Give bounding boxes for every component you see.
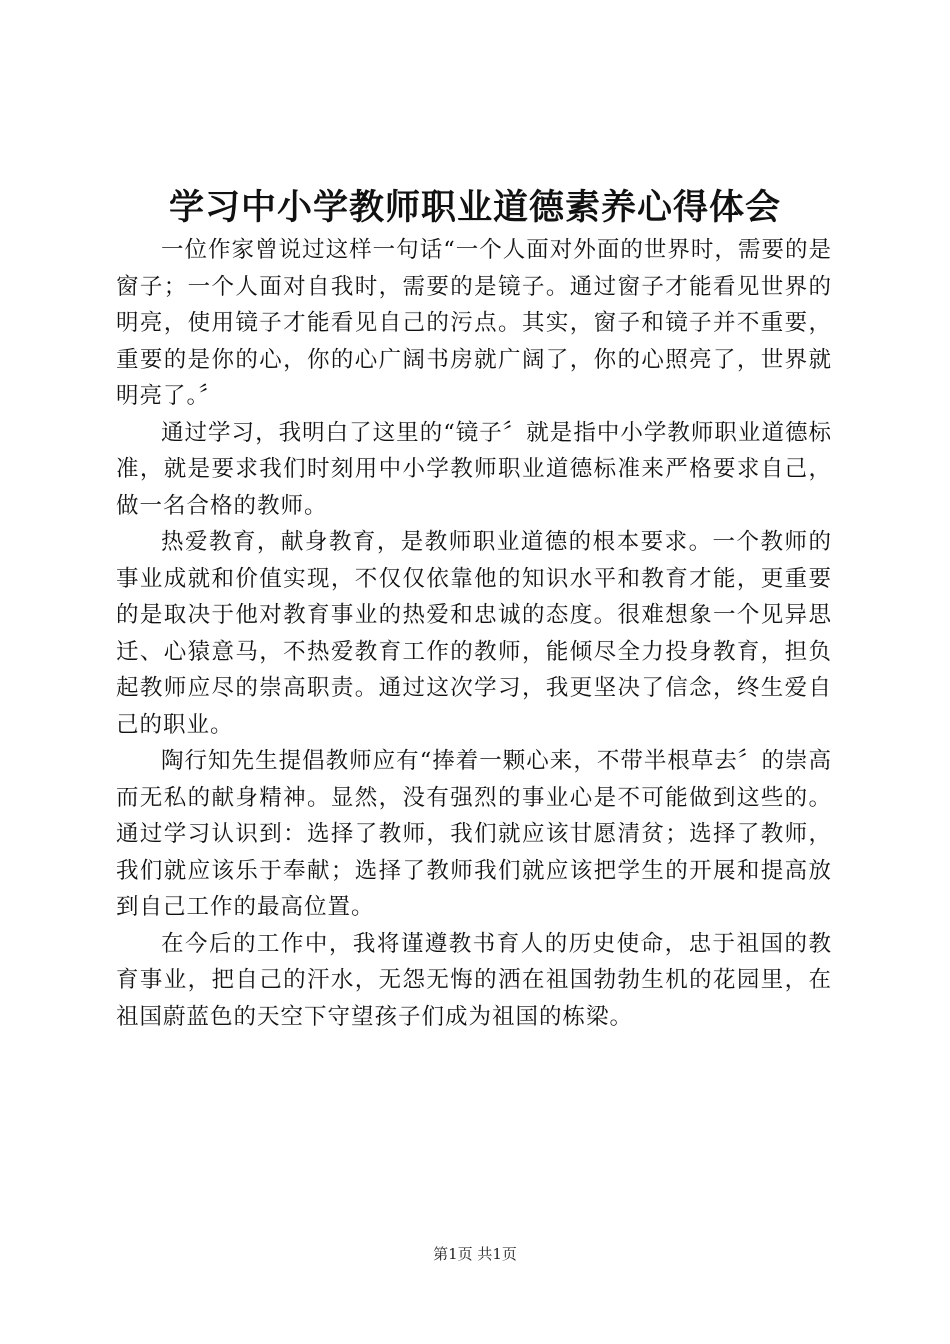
paragraph-3: 热爱教育，献身教育，是教师职业道德的根本要求。一个教师的事业成就和价值实现，不仅仅依靠他的知识水平和教育才能，更重要的是取决于他对教育事业的热爱和忠诚的态度。很难想象一个见异思迁、心猿意马，不热爱教育工作的教师，能倾尽全力投身教育，担负起教师应尽的崇高职责。通过这次学习，我更坚决了信念，终生爱自己的职业。 (116, 529, 832, 738)
document-title: 学习中小学教师职业道德素养心得体会 (168, 188, 781, 228)
paragraph-5: 在今后的工作中，我将谨遵教书育人的历史使命，忠于祖国的教育事业，把自己的汗水，无怨无悔的洒在祖国勃勃生机的花园里，在祖国蔚蓝色的天空下守望孩子们成为祖国的栋梁。 (116, 930, 832, 1030)
page-footer: 第1页 共1页 (433, 1245, 517, 1263)
paragraph-2: 通过学习，我明白了这里的“镜子〞就是指中小学教师职业道德标准，就是要求我们时刻用中小学教师职业道德标准来严格要求自己，做一名合格的教师。 (116, 419, 832, 519)
paragraph-1: 一位作家曾说过这样一句话“一个人面对外面的世界时，需要的是窗子；一个人面对自我时，需要的是镜子。通过窗子才能看见世界的明亮，使用镜子才能看见自己的污点。其实，窗子和镜子并不重要，重要的是你的心，你的心广阔书房就广阔了，你的心照亮了，世界就明亮了。〞 (116, 237, 832, 409)
document-body (116, 232, 832, 1035)
paragraph-4: 陶行知先生提倡教师应有“捧着一颗心来，不带半根草去〞的崇高而无私的献身精神。显然，没有强烈的事业心是不可能做到这些的。通过学习认识到：选择了教师，我们就应该甘愿清贫；选择了教师，我们就应该乐于奉献；选择了教师我们就应该把学生的开展和提高放到自己工作的最高位置。 (116, 748, 832, 920)
